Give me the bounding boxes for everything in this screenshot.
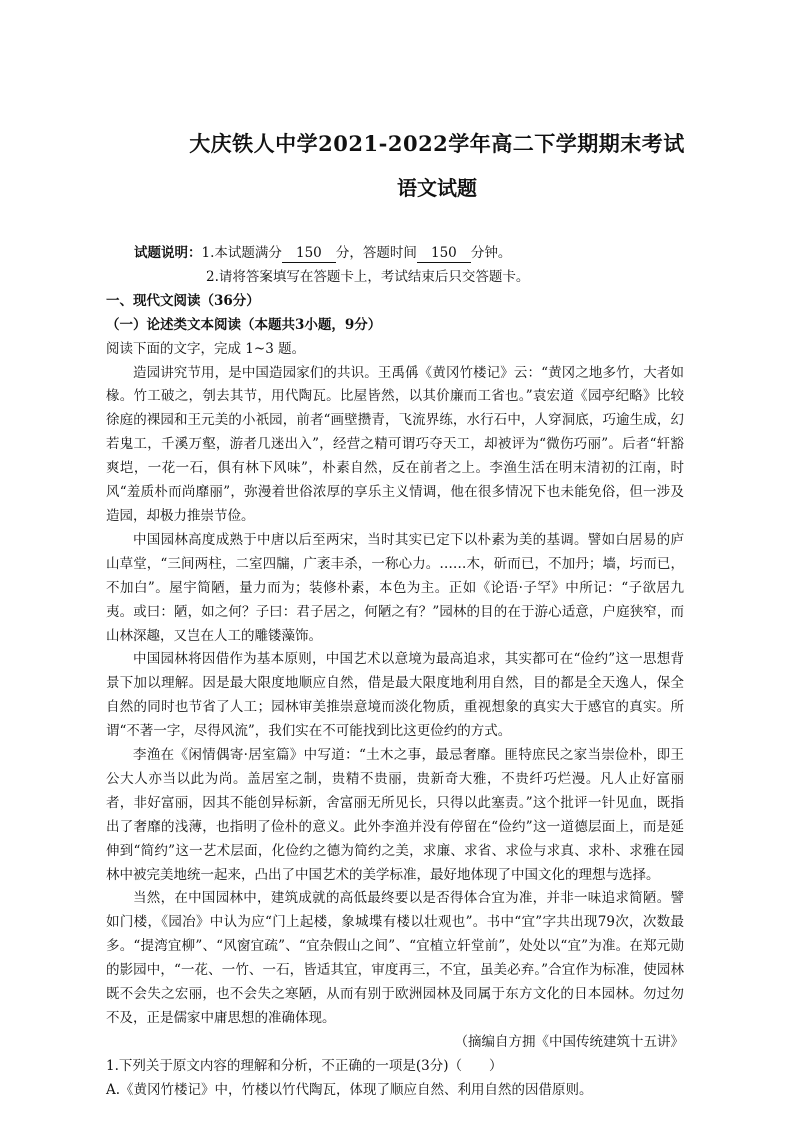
question-stem: 1.下列关于原文内容的理解和分析，不正确的一项是(3分)（ ） — [106, 1057, 503, 1074]
question-option-a: A.《黄冈竹楼记》中，竹楼以竹代陶瓦，体现了顺应自然、利用自然的因借原则。 — [106, 1081, 593, 1098]
article-paragraph: 当然，在中国园林中，建筑成就的高低最终要以是否得体合宜为准，并非一味追求简陋。譬如门楼，《园冶》中认为应“门上起楼，象城堞有楼以壮观也”。书中“宜”字共出现79次，次数最多。“提湾宜柳”、“风窗宜疏”、“宜杂假山之间”、“宜植立轩堂前”，处处以“宜”为准。在郑元勋的影园中，“一花、一竹、一石，皆适其宜，审度再三，不宜，虽美必弃。”合宜作为标准，使园林既不会失之宏丽，也不会失之寒陋，从而有别于欧洲园林及同属于东方文化的日本园林。勿过勿不及，正是儒家中庸思想的准确体现。 — [106, 890, 684, 1026]
article-paragraph: 中国园林将因借作为基本原则，中国艺术以意境为最高追求，其实都可在“俭约”这一思想背景下加以理解。因是最大限度地顺应自然，借是最大限度地利用自然，目的都是全天逸人，保全自然的同时也节省了人工；园林审美推崇意境而淡化物质，重视想象的真实大于感官的真实。所谓“不著一字，尽得风流”，我们实在不可能找到比这更俭约的方式。 — [106, 651, 684, 740]
sub-section-heading: （一）论述类文本阅读（本题共3小题，9分） — [106, 316, 382, 333]
article-paragraph: 中国园林高度成熟于中唐以后至两宋，当时其实已定下以朴素为美的基调。譬如白居易的庐山草堂，“三间两柱，二室四牖，广袤丰杀，一称心力。……木，斫而已，不加丹；墙，圬而已，不加白”。屋宇简陋，量力而为；装修朴素，本色为主。正如《论语·子罕》中所记：“子欲居九夷。或曰：陋，如之何？子曰：君子居之，何陋之有？”园林的目的在于游心适意，户庭狭窄，而山林深趣，又岂在人工的雕镂藻饰。 — [106, 531, 684, 644]
reading-instruction: 阅读下面的文字，完成 1~3 题。 — [106, 340, 306, 357]
article-paragraph: 李渔在《闲情偶寄·居室篇》中写道：“土木之事，最忌奢靡。匪特庶民之家当崇俭朴，即王公大人亦当以此为尚。盖居室之制，贵精不贵丽，贵新奇大雅，不贵纤巧烂漫。凡人止好富丽者，非好富丽，因其不能创异标新，舍富丽无所见长，只得以此塞责。”这个批评一针见血，既指出了奢靡的浅薄，也指明了俭朴的意义。此外李渔并没有停留在“俭约”这一道德层面上，而是延伸到“简约”这一艺术层面，化俭约之德为简约之美，求廉、求省、求俭与求真、求朴、求雅在园林中被完美地统一起来，凸出了中国艺术的美学标准，最好地体现了中国文化的理想与选择。 — [106, 747, 684, 883]
exam-note-label: 试题说明： — [134, 245, 202, 261]
time-blank: 150 — [417, 244, 471, 263]
note-text: 分，答题时间 — [335, 245, 417, 261]
note-text: 分钟。 — [470, 245, 512, 261]
exam-content — [106, 242, 684, 1103]
score-blank: 150 — [282, 244, 336, 263]
exam-note-line-1 — [118, 242, 684, 266]
article-body — [106, 362, 684, 1103]
exam-subtitle: 语文试题 — [397, 176, 477, 200]
exam-title: 大庆铁人中学2021-2022学年高二下学期期末考试 — [189, 131, 685, 156]
exam-note-line-2: 2.请将答案填写在答题卡上，考试结束后只交答题卡。 — [206, 268, 530, 285]
article-source: （摘编自方拥《中国传统建筑十五讲》 — [454, 1033, 684, 1050]
section-heading: 一、现代文阅读（36分） — [106, 292, 260, 309]
article-paragraph: 造园讲究节用，是中国造园家们的共识。王禹偁《黄冈竹楼记》云：“黄冈之地多竹，大者如椽。竹工破之，刳去其节，用代陶瓦。比屋皆然，以其价廉而工省也。”袁宏道《园亭纪略》比较徐庭的裸园和王元美的小祇园，前者“画壁攒青，飞流界练，水行石中，人穿洞底，巧逾生成，幻若鬼工，千溪万壑，游者几迷出入”，经营之精可谓巧夺天工，却被评为“微伤巧丽”。后者“轩豁爽垲，一花一石，俱有林下风味”，朴素自然，反在前者之上。李渔生活在明末清初的江南，时风“羞质朴而尚靡丽”，弥漫着世俗浓厚的享乐主义情调，他在很多情况下也未能免俗，但一涉及造园，却极力推崇节俭。 — [106, 364, 684, 524]
note-text: 1.本试题满分 — [201, 245, 282, 261]
